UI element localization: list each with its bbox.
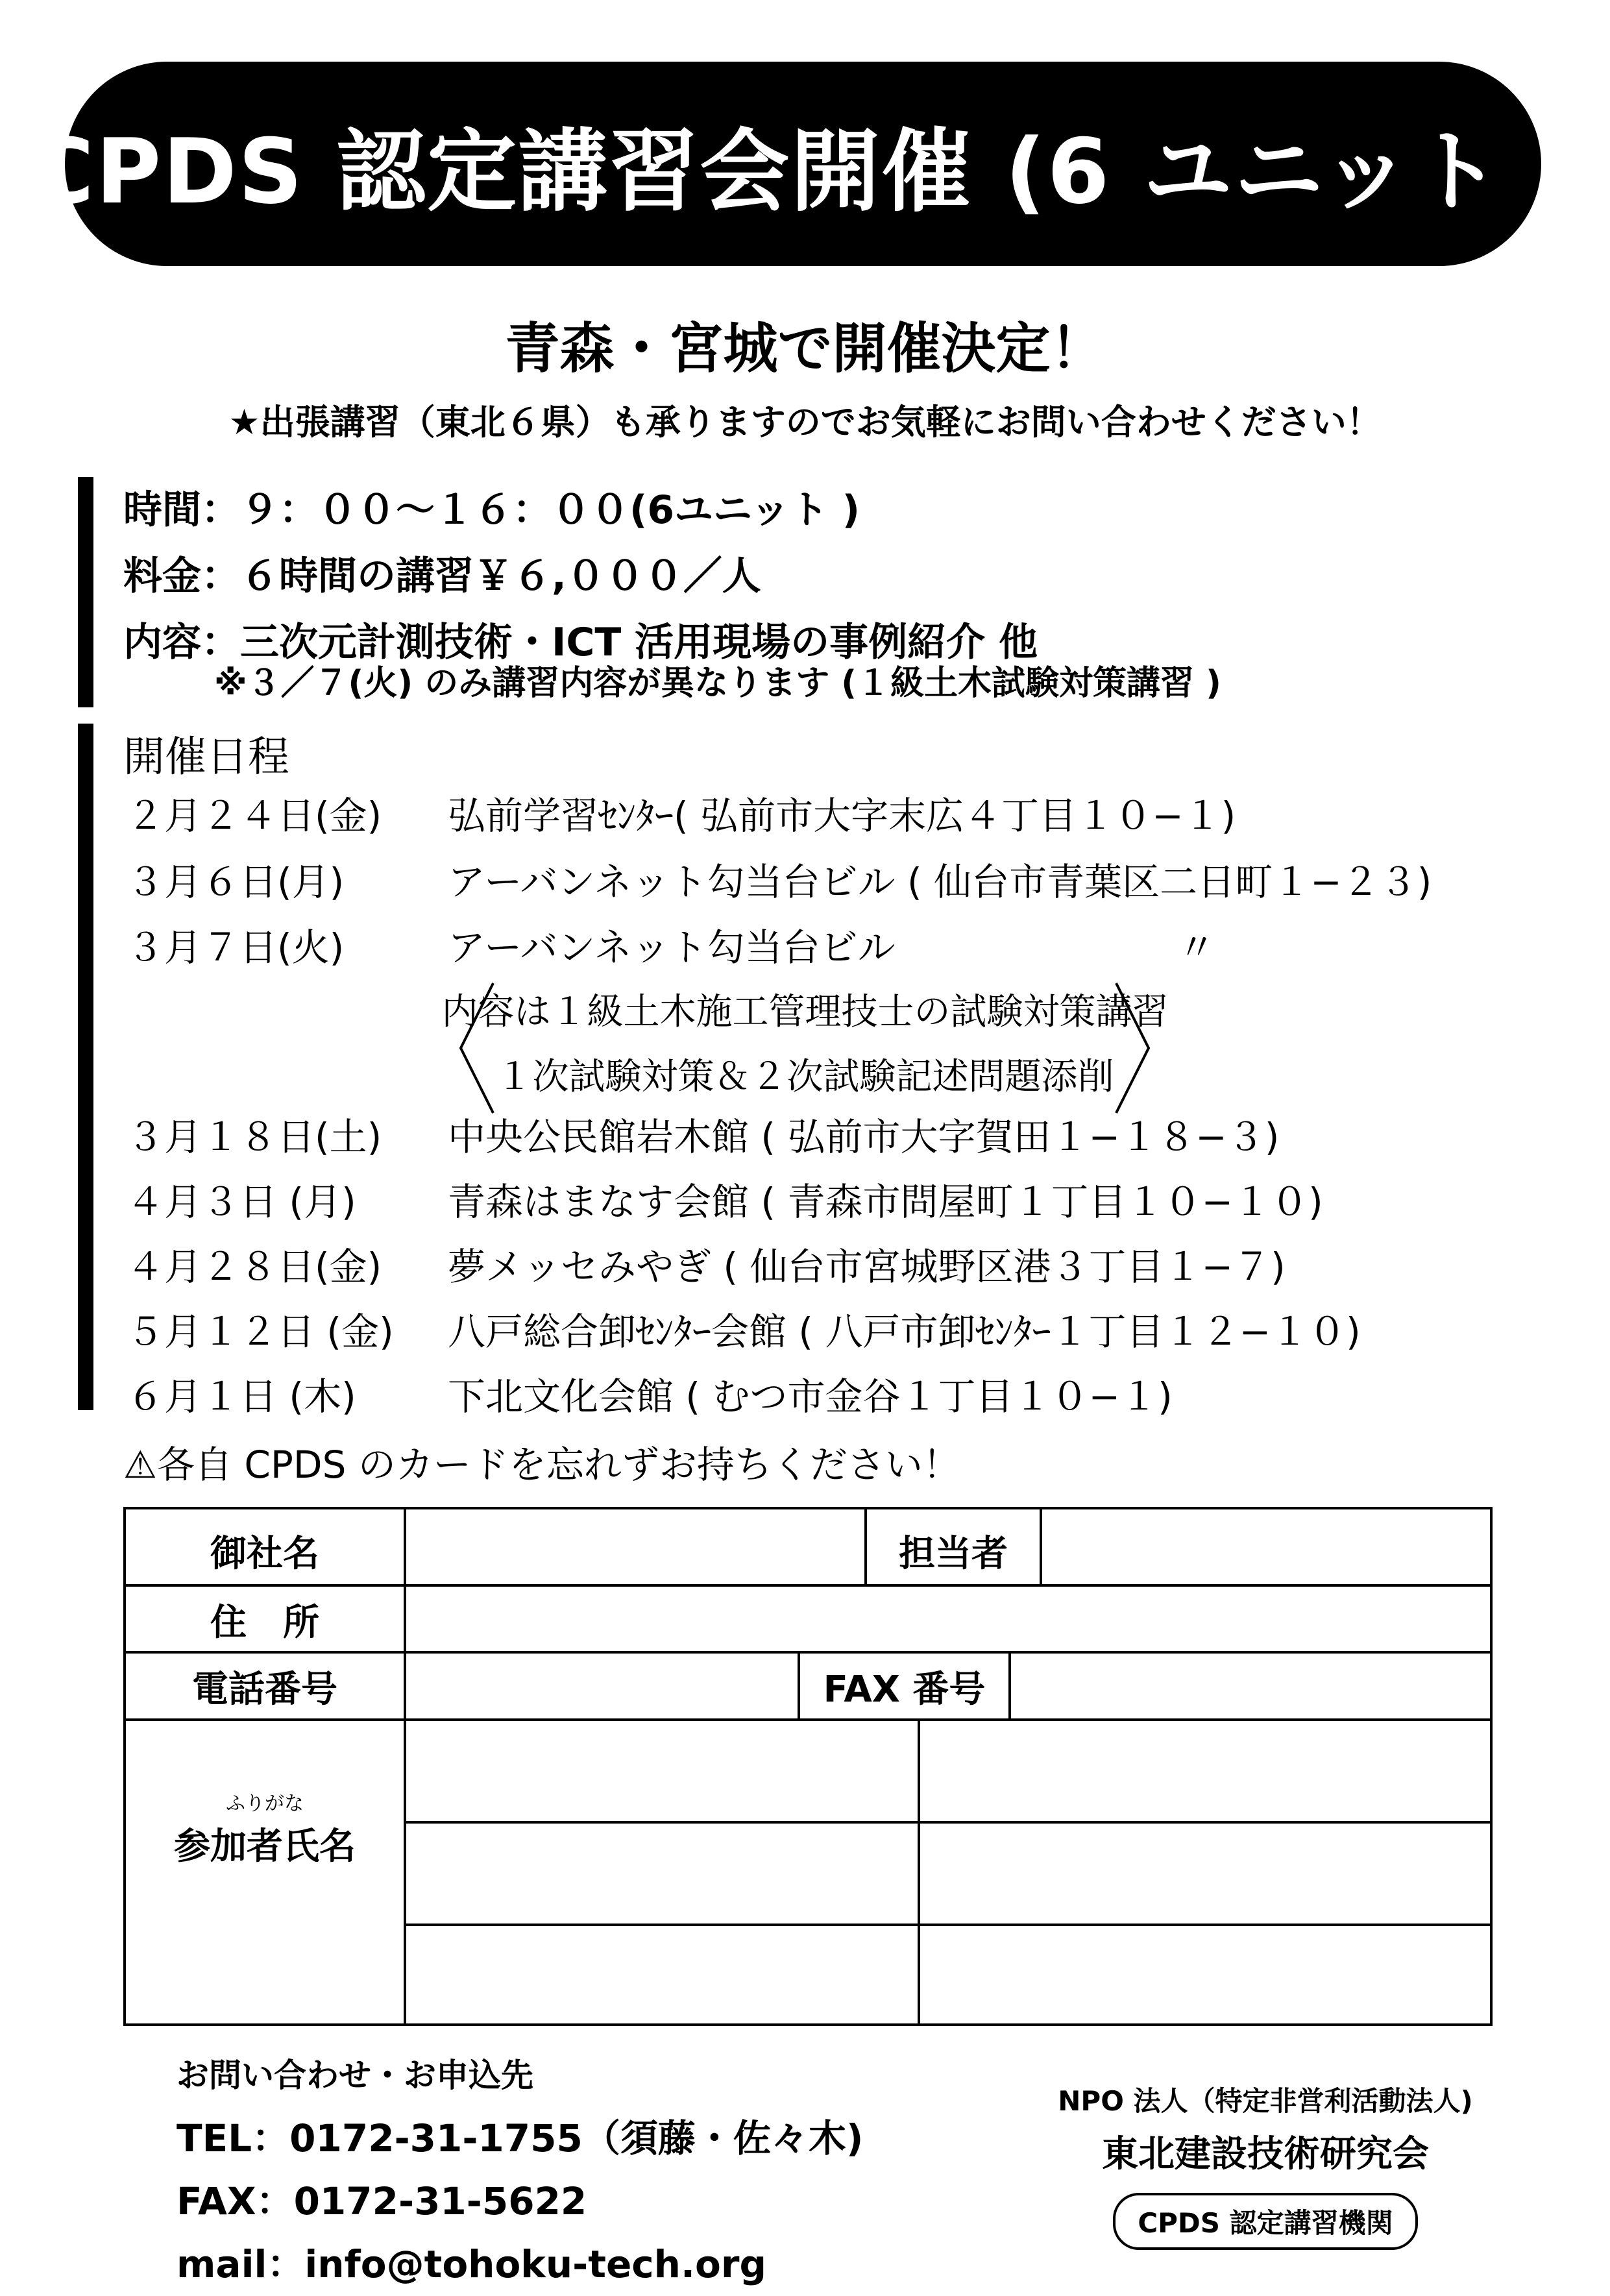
participant-name-field[interactable] [406, 1926, 918, 2026]
schedule-venue: 弘前学習ｾﾝﾀｰ( 弘前市大字末広４丁目１０−１) [448, 794, 1236, 838]
phone-label: 電話番号 [192, 1668, 337, 1711]
schedule-date: ４月３日 (月) [127, 1180, 356, 1224]
travel-notice: ★出張講習（東北６県）も承りますのでお気軽にお問い合わせください！ [228, 402, 1382, 443]
schedule-venue: 下北文化会館 ( むつ市金谷１丁目１０−１) [448, 1374, 1173, 1419]
schedule-venue: アーバンネット勾当台ビル ( 仙台市青葉区二日町１−２３) [448, 860, 1432, 904]
participant-name-field[interactable] [920, 1721, 1490, 1821]
schedule-date: ３月７日(火) [127, 925, 345, 970]
organization-block [973, 2080, 1557, 2250]
furigana-label: ふりがな [226, 1792, 304, 1815]
participant-name-field[interactable] [920, 1926, 1490, 2026]
schedule-date: ２月２４日(金) [127, 794, 382, 838]
ditto-mark: 〃 [1178, 925, 1216, 970]
schedule-date: ３月１８日(土) [127, 1115, 382, 1159]
cpds-card-reminder: ⚠各自 CPDS のカードを忘れずお持ちください！ [123, 1443, 960, 1487]
subtitle: 青森・宮城で開催決定！ [505, 317, 1105, 380]
schedule-venue: 夢メッセみやぎ ( 仙台市宮城野区港３丁目１−７) [448, 1245, 1286, 1289]
exam-note-line-1: 内容は１級土木施工管理技士の試験対策講習 [441, 991, 1169, 1033]
title-banner [28, 62, 1578, 266]
person-in-charge-field[interactable] [1042, 1509, 1490, 1584]
contact-block [177, 2044, 863, 2296]
contact-tel: TEL：0172-31-1755（須藤・佐々木) [177, 2116, 864, 2160]
schedule-date: ４月２８日(金) [127, 1245, 382, 1289]
content-info: 内容：三次元計測技術・ICT 活用現場の事例紹介 他 [123, 620, 1038, 665]
schedule-date: ５月１２日 (金) [127, 1310, 394, 1354]
organization-type: NPO 法人（特定非営利活動法人) [1058, 2085, 1473, 2117]
fax-field[interactable] [1011, 1654, 1490, 1718]
participant-name-field[interactable] [920, 1824, 1490, 1924]
schedule-venue: 青森はまなす会館 ( 青森市問屋町１丁目１０−１０) [448, 1180, 1323, 1224]
phone-field[interactable] [406, 1654, 798, 1718]
certification-badge: CPDS 認定講習機関 [1113, 2193, 1417, 2250]
company-label: 御社名 [210, 1533, 319, 1575]
participant-name-field[interactable] [406, 1824, 918, 1924]
application-form [123, 1507, 1493, 2026]
organization-name: 東北建設技術研究会 [1102, 2133, 1429, 2175]
company-field[interactable] [406, 1509, 864, 1584]
schedule-heading: 開催日程 [123, 733, 289, 781]
fax-label: FAX 番号 [823, 1668, 986, 1711]
page-title: CPDS 認定講習会開催 (6 ユニット ) [28, 119, 1578, 224]
participant-name-field[interactable] [406, 1721, 918, 1821]
schedule-venue: 八戸総合卸ｾﾝﾀｰ会館 ( 八戸市卸ｾﾝﾀｰ１丁目１２−１０) [448, 1310, 1361, 1354]
schedule-date: ３月６日(月) [127, 860, 345, 904]
content-note: ※３／７(火) のみ講習内容が異なります (１級土木試験対策講習 ) [214, 664, 1221, 703]
schedule-venue: アーバンネット勾当台ビル [448, 925, 896, 970]
fee-info: 料金：６時間の講習￥６,０００／人 [123, 554, 761, 599]
address-label: 住 所 [210, 1602, 319, 1644]
person-in-charge-label: 担当者 [899, 1533, 1008, 1575]
contact-fax: FAX：0172-31-5622 [177, 2179, 587, 2223]
exam-note-line-2: １次試験対策＆２次試験記述問題添削 [496, 1056, 1114, 1098]
schedule-date: ６月１日 (木) [127, 1374, 356, 1419]
time-info: 時間：９：００～１６：００(6ユニット ) [123, 487, 860, 533]
contact-heading: お問い合わせ・お申込先 [177, 2057, 533, 2094]
address-field[interactable] [406, 1587, 1490, 1651]
contact-mail[interactable]: mail：info@tohoku-tech.org [177, 2242, 766, 2286]
schedule-venue: 中央公民館岩木館 ( 弘前市大字賀田１−１８−３) [448, 1115, 1280, 1159]
participants-label: 参加者氏名 [174, 1826, 356, 1868]
info-section [123, 477, 1038, 676]
info-section-bar [78, 477, 93, 707]
